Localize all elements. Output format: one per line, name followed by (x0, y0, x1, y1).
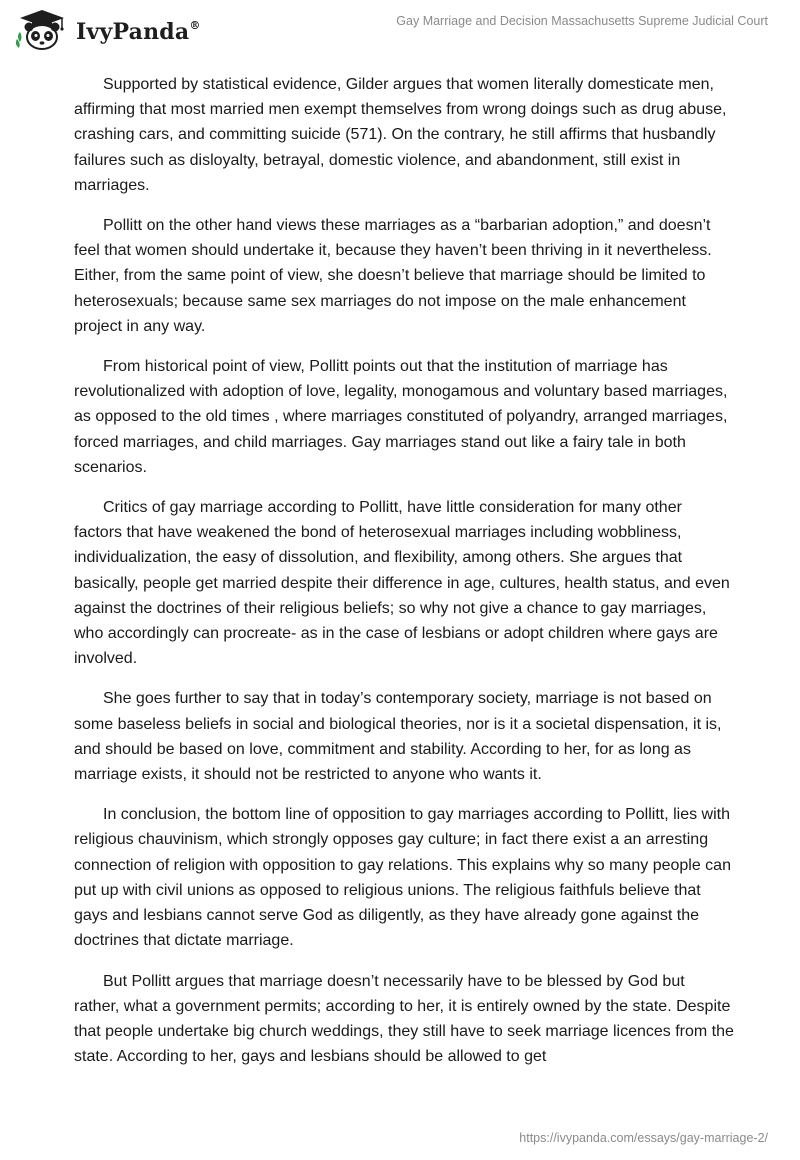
essay-body (74, 72, 734, 1084)
paragraph: Supported by statistical evidence, Gilder argues that women literally domesticate men, affirming that most married men exempt themselves from wrong doings such as drug abuse, crashing cars, and committing suicide (571). On the contrary, he still affirms that husbandly failures such as disloyalty, betrayal, domestic violence, and abandonment, still exist in marriages. (74, 76, 727, 194)
brand-name (76, 19, 201, 45)
brand-name-text: IvyPanda (76, 19, 190, 45)
paragraph: Pollitt on the other hand views these marriages as a “barbarian adoption,” and doesn’t feel that women should undertake it, because they haven’t been thriving in it nevertheless. Either, from the same point of view, she doesn’t believe that marriage should be limited to heterosexuals; because same sex marriages do not impose on the male enhancement project in any way. (74, 217, 712, 335)
ivypanda-logo[interactable] (14, 8, 201, 52)
panda-graduate-icon (14, 8, 70, 52)
registered-mark: ® (189, 18, 201, 32)
paragraph: From historical point of view, Pollitt points out that the institution of marriage has revolutionalized with adoption of love, legality, monogamous and voluntary based marriages, as opposed to the old times , where marriages constituted of polyandry, arranged marriages, forced marriages, and child marriages. Gay marriages stand out like a fairy tale in both scenarios. (74, 358, 728, 476)
paragraph: Critics of gay marriage according to Pollitt, have little consideration for many other factors that have weakened the bond of heterosexual marriages including wobbliness, individualization, the easy of dissolution, and flexibility, among others. She argues that basically, people get married despite their difference in age, cultures, health status, and even against the doctrines of their religious beliefs; so why not give a chance to gay marriages, who accordingly can procreate- as in the case of lesbians or adopt children where gays are involved. (74, 499, 730, 668)
source-url[interactable]: https://ivypanda.com/essays/gay-marriage-2/ (519, 1131, 768, 1145)
page-header (0, 0, 800, 60)
paragraph: She goes further to say that in today’s contemporary society, marriage is not based on some baseless beliefs in social and biological theories, nor is it a societal dispensation, it is, and should be based on love, commitment and stability. According to her, for as long as marriage exists, it should not be restricted to anyone who wants it. (74, 690, 722, 784)
paragraph: In conclusion, the bottom line of opposition to gay marriages according to Pollitt, lies with religious chauvinism, which strongly opposes gay culture; in fact there exist a an arresting connection of religion with opposition to gay relations. This explains why so many people can put up with civil unions as opposed to religious unions. The religious faithfuls believe that gays and lesbians cannot serve God as diligently, as they have already gone against the doctrines that dictate marriage. (74, 806, 731, 950)
document-title: Gay Marriage and Decision Massachusetts Supreme Judicial Court (396, 14, 768, 28)
paragraph: But Pollitt argues that marriage doesn’t necessarily have to be blessed by God but rather, what a government permits; according to her, it is entirely owned by the state. Despite that people undertake big church weddings, they still have to seek marriage licences from the state. According to her, gays and lesbians should be allowed to get (74, 972, 734, 1066)
